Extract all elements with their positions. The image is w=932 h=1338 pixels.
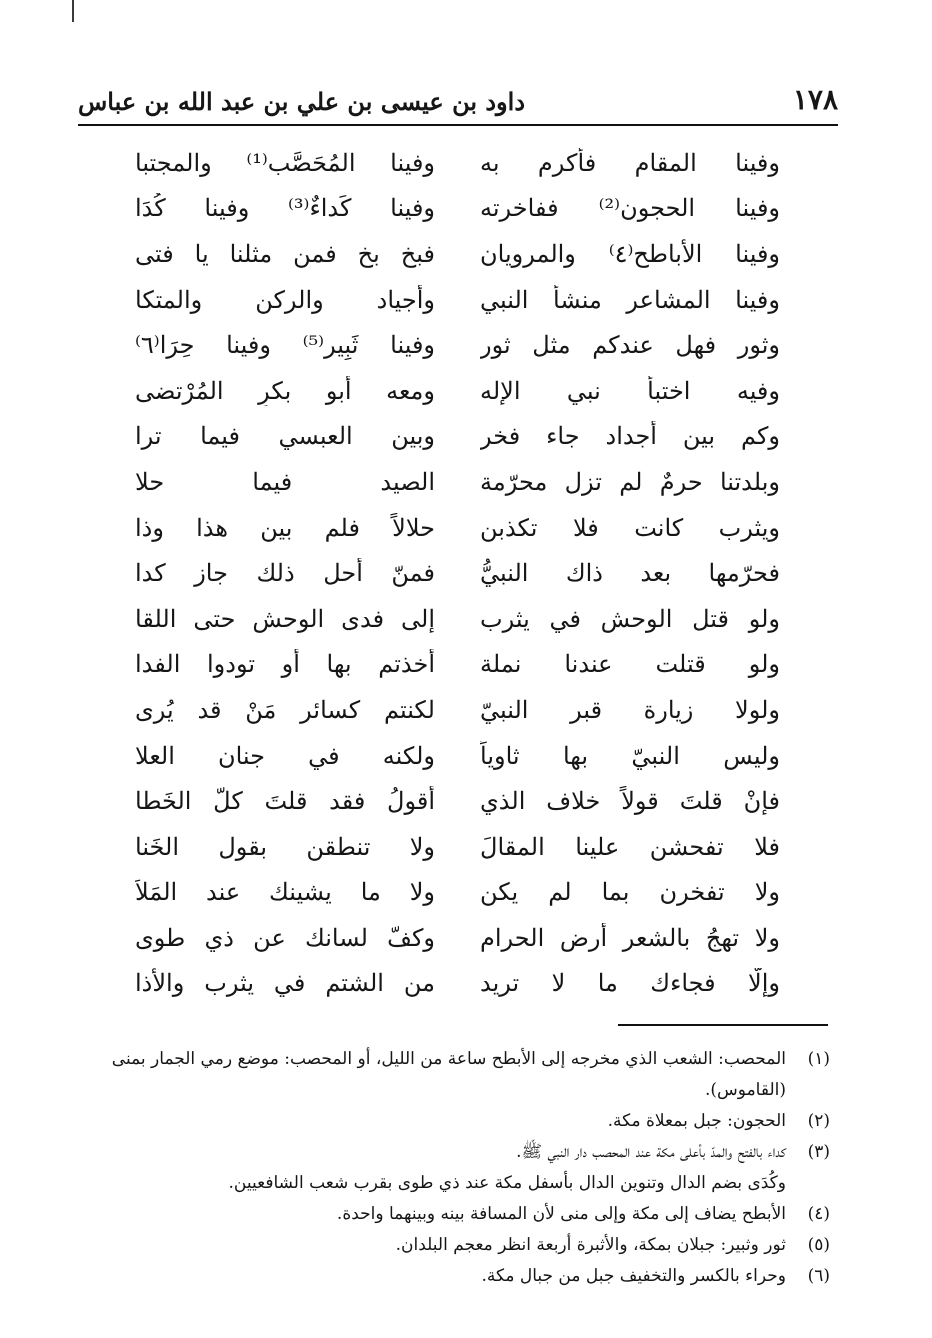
- first-hemistich: وفينا الحجون⁽²⁾ ففاخرته: [480, 194, 780, 223]
- footnote: [78, 1230, 830, 1261]
- verse-line: [120, 778, 780, 824]
- second-hemistich: وأجياد والركن والمتكا: [135, 285, 435, 314]
- second-hemistich: وكفّ لسانك عن ذي طوى: [135, 923, 435, 952]
- second-hemistich: فمنّ أَحل ذلك جاز كدا: [135, 559, 435, 588]
- verse-line: [120, 687, 780, 733]
- footnote-text: كداء بالفتح والمدّ بأعلى مكة عند المحصب دار النبي ﷺ.: [516, 1142, 786, 1162]
- footnote-text: ثور وثبير: جبلان بمكة، والأثبرة أربعة انظر معجم البلدان.: [395, 1235, 786, 1255]
- verse-line: [120, 140, 780, 186]
- verse-line: [120, 870, 780, 916]
- footnote: [78, 1106, 830, 1137]
- first-hemistich: ولو قتل الوحش في يثرب: [480, 604, 780, 633]
- footnote-number: (٤): [807, 1204, 830, 1224]
- second-hemistich: أخذتم بها أو تودوا الفدا: [135, 650, 435, 679]
- first-hemistich: وفينا المقام فأكرم به: [480, 148, 780, 177]
- first-hemistich: ويثرب كانت فلا تكذبن: [480, 513, 780, 542]
- second-hemistich: وفينا المُحَصَّب⁽¹⁾ والمجتبا: [135, 148, 435, 177]
- footnote-number: (٣): [807, 1142, 830, 1162]
- footnote: [78, 1199, 830, 1230]
- first-hemistich: ولولا زيارة قبر النبيّ: [480, 695, 780, 724]
- footnote-text: الحجون: جبل بمعلاة مكة.: [607, 1111, 786, 1131]
- first-hemistich: وثور فهل عندكم مثل ثور: [480, 331, 780, 360]
- poem: [120, 140, 780, 1006]
- second-hemistich: الصيد فيما حلا: [135, 467, 435, 496]
- verse-line: [120, 322, 780, 368]
- second-hemistich: فبخ بخ فمن مثلنا يا فتى: [135, 239, 435, 268]
- footnote-number: (١): [807, 1049, 830, 1069]
- page-number: ١٧٨: [792, 83, 838, 116]
- footnote-separator: [618, 1024, 828, 1026]
- first-hemistich: وفينا المشاعر منشأ النبي: [480, 285, 780, 314]
- first-hemistich: ولو قتلت عندنا نملة: [480, 650, 780, 679]
- footnote: [78, 1137, 830, 1168]
- footnote-text: الأبطح يضاف إلى مكة وإلى منى لأن المسافة بينه وبينهما واحدة.: [336, 1204, 786, 1224]
- first-hemistich: وكم بين أجداد جاء فخر: [480, 422, 780, 451]
- second-hemistich: ولا تنطقن بقول الخَنا: [135, 832, 435, 861]
- footnotes: [78, 1044, 830, 1292]
- page-header: [78, 80, 838, 126]
- first-hemistich: وإلّا فجاءك ما لا تريد: [480, 969, 780, 998]
- first-hemistich: فلا تفحشن علينا المقالَ: [480, 832, 780, 861]
- verse-line: [120, 505, 780, 551]
- first-hemistich: ولا تهجُ بالشعر أرض الحرام: [480, 923, 780, 952]
- first-hemistich: وليس النبيّ بها ثاوياً: [480, 741, 780, 770]
- verse-line: [120, 961, 780, 1007]
- second-hemistich: من الشتم في يثرب والأذا: [135, 969, 435, 998]
- first-hemistich: ولا تفخرن بما لم يكن: [480, 878, 780, 907]
- second-hemistich: أقولُ فقد قلتَ كلّ الخَطا: [135, 787, 435, 816]
- footnote-number: (٥): [807, 1235, 830, 1255]
- verse-line: [120, 596, 780, 642]
- footnote-number: [786, 1168, 830, 1199]
- first-hemistich: فإنْ قلتَ قولاً خلاف الذي: [480, 787, 780, 816]
- verse-line: [120, 642, 780, 688]
- verse-line: [120, 733, 780, 779]
- verse-line: [120, 550, 780, 596]
- verse-line: [120, 231, 780, 277]
- first-hemistich: وفينا الأباطح⁽٤⁾ والمرويان: [480, 239, 780, 268]
- second-hemistich: لكنتم كسائر مَنْ قد يُرى: [135, 695, 435, 724]
- second-hemistich: وفينا ثَبِير⁽⁵⁾ وفينا حِرَا⁽٦⁾: [135, 331, 435, 360]
- verse-line: [120, 186, 780, 232]
- footnote-number: (٦): [807, 1266, 830, 1286]
- verse-line: [120, 459, 780, 505]
- second-hemistich: وفينا كَداءٌ⁽³⁾ وفينا كُدَا: [135, 194, 435, 223]
- footnote: [78, 1261, 830, 1292]
- second-hemistich: ولكنه في جنان العلا: [135, 741, 435, 770]
- footnote-text: وكُدَى بضم الدال وتنوين الدال بأسفل مكة عند ذي طوى بقرب شعب الشافعيين.: [228, 1173, 786, 1193]
- footnote-text: وحراء بالكسر والتخفيف جبل من جبال مكة.: [481, 1266, 786, 1286]
- footnote: [78, 1044, 830, 1106]
- verse-line: [120, 824, 780, 870]
- top-margin-mark: [72, 0, 74, 22]
- second-hemistich: ولا ما يشينك عند المَلاَ: [135, 878, 435, 907]
- first-hemistich: فحرّمها بعد ذاك النبيُّ: [480, 559, 780, 588]
- footnote-number: (٢): [807, 1111, 830, 1131]
- footnote-text: المحصب: الشعب الذي مخرجه إلى الأبطح ساعة من الليل، أو المحصب: موضع رمي الجمار بمنى (القاموس).: [111, 1049, 786, 1100]
- second-hemistich: حلالاً فلم بين هذا وذا: [135, 513, 435, 542]
- verse-line: [120, 368, 780, 414]
- footnote: [78, 1168, 830, 1199]
- first-hemistich: وبلدتنا حرمٌ لم تزل محرّمة: [480, 467, 780, 496]
- second-hemistich: وبين العبسي فيما ترا: [135, 422, 435, 451]
- running-title: داود بن عيسى بن علي بن عبد الله بن عباس: [78, 87, 525, 116]
- verse-line: [120, 277, 780, 323]
- second-hemistich: ومعه أبو بكرٍ المُرْتضى: [135, 376, 435, 405]
- verse-line: [120, 414, 780, 460]
- verse-line: [120, 915, 780, 961]
- second-hemistich: إلى فدى الوحش حتى اللقا: [135, 604, 435, 633]
- first-hemistich: وفيه اختبأ نبي الإله: [480, 376, 780, 405]
